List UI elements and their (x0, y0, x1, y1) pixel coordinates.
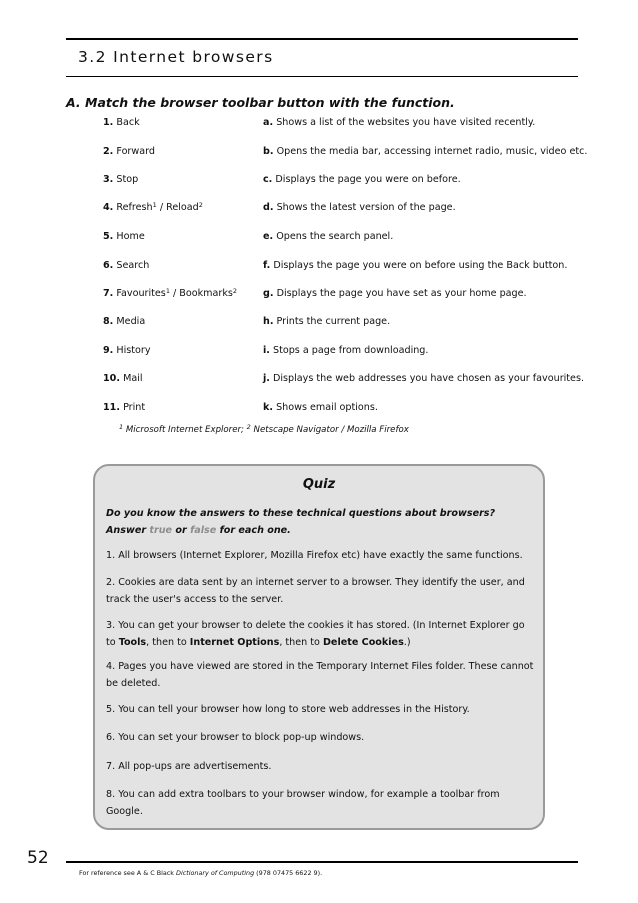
footnote-mark: 1 (165, 287, 170, 295)
function-item (263, 174, 461, 185)
matching-row (0, 316, 638, 336)
quiz-question-6: 6. You can set your browser to block pop-up windows. (106, 732, 365, 743)
function-item (263, 117, 535, 128)
function-text: Prints the current page. (276, 316, 391, 327)
matching-row (0, 231, 638, 251)
function-letter: a. (263, 117, 274, 128)
function-text: Shows the latest version of the page. (276, 202, 456, 213)
item-number: 10. (103, 373, 120, 384)
page-number: 52 (27, 848, 49, 868)
button-name: Stop (116, 174, 139, 185)
matching-row (0, 174, 638, 194)
button-name: Mail (123, 373, 143, 384)
quiz-question-text: , then to (146, 636, 190, 648)
button-name: Forward (116, 146, 155, 157)
item-number: 9. (103, 345, 114, 356)
button-item (103, 117, 140, 128)
true-word: true (149, 524, 173, 536)
footnote-mark: 2 (246, 423, 251, 431)
function-item (263, 260, 567, 271)
quiz-question-3 (106, 618, 536, 651)
button-name: Home (116, 231, 145, 242)
function-text: Shows a list of the websites you have visited recently. (276, 117, 536, 128)
quiz-intro-text: for each one. (216, 524, 291, 536)
function-text: Stops a page from downloading. (273, 345, 429, 356)
footnote-mark: 2 (198, 201, 203, 209)
item-number: 11. (103, 402, 120, 413)
function-text: Opens the media bar, accessing internet radio, music, video etc. (276, 146, 588, 157)
button-name: Search (116, 260, 150, 271)
item-number: 4. (103, 202, 114, 213)
quiz-question-text: 3. You can get your browser to delete the cookies it has stored. (In Internet Explorer go to (106, 620, 525, 648)
footnote-mark: 2 (232, 287, 238, 295)
item-number: 3. (103, 174, 114, 185)
footnote-text: Netscape Navigator / Mozilla Firefox (250, 425, 409, 435)
function-item (263, 202, 456, 213)
button-item (103, 146, 155, 157)
function-letter: j. (263, 373, 270, 384)
function-letter: b. (263, 146, 274, 157)
quiz-question-1: 1. All browsers (Internet Explorer, Mozilla Firefox etc) have exactly the same functions. (106, 550, 523, 561)
function-item (263, 146, 587, 157)
function-letter: g. (263, 288, 274, 299)
function-item (263, 288, 527, 299)
item-number: 5. (103, 231, 114, 242)
footnote-mark: 1 (119, 423, 124, 431)
footer-rule (66, 861, 578, 863)
button-name: Favourites (116, 288, 166, 299)
button-item (103, 202, 203, 213)
quiz-question-7: 7. All pop-ups are advertisements. (106, 761, 272, 772)
button-item (103, 260, 149, 271)
menu-name-delete-cookies: Delete Cookies (322, 636, 404, 648)
item-number: 2. (103, 146, 114, 157)
button-item (103, 373, 143, 384)
footnote-text: Microsoft Internet Explorer; (123, 425, 247, 435)
function-letter: i. (263, 345, 270, 356)
function-letter: k. (263, 402, 274, 413)
quiz-title: Quiz (302, 477, 336, 492)
item-number: 8. (103, 316, 114, 327)
button-item (103, 345, 151, 356)
false-word: false (190, 524, 217, 536)
button-name: Refresh (116, 202, 153, 213)
function-item (263, 345, 428, 356)
quiz-question-8: 8. You can add extra toolbars to your browser window, for example a toolbar from Google. (106, 789, 500, 817)
quiz-intro-text: Do you know the answers to these technical questions about browsers? Answer (106, 508, 496, 536)
function-letter: c. (263, 174, 273, 185)
header-bottom-rule (66, 76, 578, 77)
button-item (103, 402, 145, 413)
quiz-question-text: .) (403, 636, 411, 648)
button-item (103, 174, 138, 185)
button-item (103, 316, 145, 327)
button-name: Media (116, 316, 146, 327)
item-number: 1. (103, 117, 114, 128)
matching-row (0, 373, 638, 393)
reference-book-title: Dictionary of Computing (176, 869, 255, 877)
quiz-intro (106, 506, 536, 539)
exercise-heading: A. Match the browser toolbar button with the function. (66, 95, 455, 110)
matching-row (0, 345, 638, 365)
matching-row (0, 146, 638, 166)
item-number: 6. (103, 260, 114, 271)
matching-row (0, 260, 638, 280)
footnote-mark: 1 (152, 201, 157, 209)
button-name-alt: / Reload (156, 202, 199, 213)
function-letter: f. (263, 260, 271, 271)
matching-row (0, 288, 638, 308)
function-text: Displays the page you were on before using the Back button. (273, 260, 568, 271)
menu-name-internet-options: Internet Options (189, 636, 280, 648)
function-item (263, 373, 584, 384)
function-text: Shows email options. (276, 402, 378, 413)
section-title: 3.2 Internet browsers (78, 48, 274, 66)
function-item (263, 402, 378, 413)
button-name: Print (123, 402, 146, 413)
button-name: History (116, 345, 151, 356)
quiz-intro-text: or (172, 524, 191, 536)
quiz-question-4: 4. Pages you have viewed are stored in the Temporary Internet Files folder. These cannot be deleted. (106, 661, 534, 689)
function-item (263, 316, 390, 327)
function-letter: d. (263, 202, 274, 213)
button-item (103, 288, 237, 299)
matching-row (0, 402, 638, 422)
menu-name-tools: Tools (118, 636, 147, 648)
quiz-question-2: 2. Cookies are data sent by an internet server to a browser. They identify the user, and track the user's access to the server. (106, 577, 525, 605)
reference-text: (978 07475 6622 9). (254, 869, 323, 877)
function-letter: h. (263, 316, 274, 327)
quiz-question-5: 5. You can tell your browser how long to store web addresses in the History. (106, 704, 470, 715)
function-text: Displays the page you were on before. (275, 174, 461, 185)
footnote (119, 425, 409, 435)
function-item (263, 231, 393, 242)
function-text: Displays the web addresses you have chosen as your favourites. (273, 373, 585, 384)
item-number: 7. (103, 288, 114, 299)
matching-row (0, 117, 638, 137)
button-name-alt: / Bookmarks (169, 288, 233, 299)
button-item (103, 231, 145, 242)
reference-text: For reference see A & C Black (79, 869, 177, 877)
function-text: Opens the search panel. (276, 231, 394, 242)
function-letter: e. (263, 231, 274, 242)
quiz-question-text: , then to (279, 636, 323, 648)
button-name: Back (116, 117, 140, 128)
matching-row (0, 202, 638, 222)
function-text: Displays the page you have set as your home page. (276, 288, 527, 299)
reference-note (79, 869, 322, 877)
header-top-rule (66, 38, 578, 40)
